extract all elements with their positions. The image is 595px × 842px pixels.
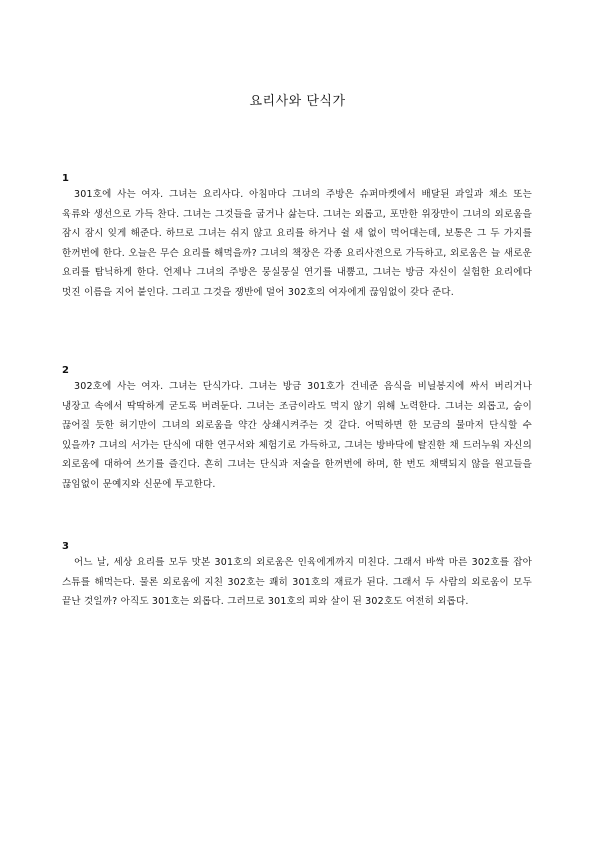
document-title: 요리사와 단식가 xyxy=(249,94,346,109)
section-1 xyxy=(62,172,532,302)
section-paragraph: 어느 날, 세상 요리를 모두 맛본 301호의 외로움은 인육에게까지 미친다. 그래서 바싹 마른 302호를 잡아 스튜를 해먹는다. 물론 외로움에 지친 302호는 쾌히 301호의 재료가 된다. 그래서 두 사람의 외로움이 모두 끝난 것일까? 아직도 301호는 외롭다. 그러므로 301호의 피와 살이 된 302호도 여전히 외롭다. xyxy=(62,557,532,607)
section-2 xyxy=(62,364,532,494)
section-paragraph: 301호에 사는 여자. 그녀는 요리사다. 아침마다 그녀의 주방은 슈퍼마켓에서 배달된 과일과 채소 또는 육류와 생선으로 가득 찬다. 그녀는 그것들을 굽거나 삶는다. 그녀는 외롭고, 포만한 위장만이 그녀의 외로움을 잠시 잠시 잊게 해준다. 하므로 그녀는 쉬지 않고 요리를 하거나 쉴 새 없이 먹어대는데, 보통은 그 두 가지를 한꺼번에 한다. 오늘은 무슨 요리를 해먹을까? 그녀의 책장은 각종 요리사전으로 가득하고, 외로움은 늘 새로운 요리를 탐닉하게 한다. 언제나 그녀의 주방은 뭉실뭉실 연기를 내뿜고, 그녀는 방금 자신이 실험한 요리에다 멋진 이름을 지어 붙인다. 그리고 그것을 쟁반에 덜어 302호의 여자에게 끊임없이 갖다 준다. xyxy=(62,189,532,298)
section-paragraph: 302호에 사는 여자. 그녀는 단식가다. 그녀는 방금 301호가 건네준 음식을 비닐봉지에 싸서 버리거나 냉장고 속에서 딱딱하게 굳도록 버려둔다. 그녀는 조금이라도 먹지 않기 위해 노력한다. 그녀는 외롭고, 숨이 끊어질 듯한 허기만이 그녀의 외로움을 약간 상쇄시켜주는 것 같다. 어떡하면 한 모금의 물마저 단식할 수 있을까? 그녀의 서가는 단식에 대한 연구서와 체험기로 가득하고, 그녀는 방바닥에 탈진한 채 드러누워 자신의 외로움에 대하여 쓰기를 즐긴다. 흔히 그녀는 단식과 저술을 한꺼번에 하며, 한 번도 채택되지 않을 원고들을 끊임없이 문예지와 신문에 투고한다. xyxy=(62,381,532,490)
section-3 xyxy=(62,540,532,612)
section-number: 1 xyxy=(62,173,69,184)
section-number: 2 xyxy=(62,365,69,376)
section-number: 3 xyxy=(62,541,69,552)
